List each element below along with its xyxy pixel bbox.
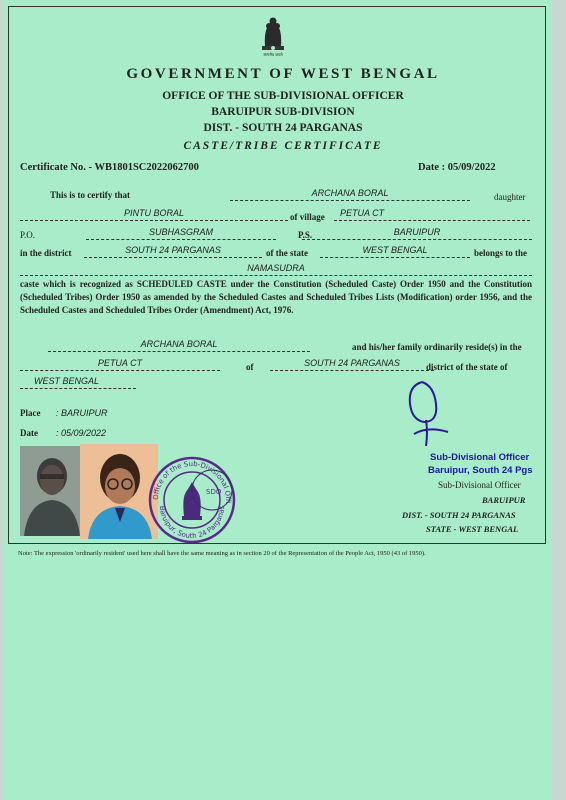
national-emblem-icon [258, 12, 288, 60]
belongs-label: belongs to the [474, 248, 528, 258]
village-label: of village [290, 212, 325, 222]
district-2-line [270, 370, 434, 371]
certificate-paragraph: caste which is recognized as SCHEDULED CASTE under the Constitution (Scheduled Caste) Order 1950 and the Constitution (Scheduled Tribes) Order 1950 as amended by the Scheduled Castes and Scheduled Tribes Lists (Modification) order 1956, and the Scheduled Castes and Scheduled Tribes Order (Amendment) Act, 1976. [20, 279, 532, 315]
caste-line [20, 275, 532, 276]
holder-name-2: ARCHANA BORAL [140, 339, 218, 349]
officer-title: Sub-Divisional Officer [438, 480, 521, 490]
seal-bottom-text: Baruipur, South 24 Parganas [157, 505, 227, 541]
subdivision-name: BARUIPUR SUB-DIVISION [211, 106, 355, 118]
state-2-line [20, 388, 136, 389]
seal-top-text: Office of the Sub-Divisional Offi [151, 459, 233, 504]
holder-name: ARCHANA BORAL [311, 188, 389, 198]
ps-value: BARUIPUR [393, 227, 441, 237]
po-line [86, 239, 276, 240]
place-label: Place [20, 408, 41, 418]
certificate-title: CASTE/TRIBE CERTIFICATE [183, 140, 383, 152]
office-name: OFFICE OF THE SUB-DIVISIONAL OFFICER [162, 90, 404, 102]
village-2-line [20, 370, 220, 371]
state-label: of the state [266, 248, 308, 258]
holder-name-line [230, 200, 470, 201]
footer-date-label: Date [20, 428, 38, 438]
officer-place: BARUIPUR [482, 495, 526, 505]
district-value-2: SOUTH 24 PARGANAS [304, 358, 400, 368]
village-value: PETUA CT [340, 208, 385, 218]
holder-name-2-line [48, 351, 310, 352]
district-line [84, 257, 262, 258]
emblem-motto: सत्यमेव जयते [263, 52, 283, 57]
po-value: SUBHASGRAM [148, 227, 213, 237]
sdo-stamp-line2: Baruipur, South 24 Pgs [428, 465, 533, 476]
officer-district: DIST. - SOUTH 24 PARGANAS [402, 510, 516, 520]
reside-label: and his/her family ordinarily reside(s) in the [352, 342, 522, 352]
footnote: Note: The expression 'ordinarily resident' used here shall have the same meaning as in section 20 of the Representation of the People Act, 1950 (43 of 1950). [18, 550, 426, 557]
place-value: : BARUIPUR [56, 408, 108, 418]
certificate-date: Date : 05/09/2022 [418, 162, 496, 173]
official-seal [146, 454, 238, 546]
ps-line [302, 239, 532, 240]
state-line [320, 257, 470, 258]
caste-value: NAMASUDRA [247, 263, 305, 273]
officer-photo [20, 446, 80, 536]
po-label: P.O. [20, 230, 36, 240]
certify-text: This is to certify that [50, 190, 130, 200]
district-label: in the district [20, 248, 72, 258]
relation-label: daughter [494, 192, 526, 202]
district-name: DIST. - SOUTH 24 PARGANAS [203, 122, 363, 134]
officer-signature [400, 376, 460, 450]
of-label: of [246, 362, 254, 372]
father-name-line [20, 220, 288, 221]
district-of-state-label: district of the state of [426, 362, 508, 372]
state-value-2: WEST BENGAL [34, 376, 100, 386]
sdo-stamp-line1: Sub-Divisional Officer [430, 452, 530, 463]
father-name: PINTU BORAL [123, 208, 184, 218]
officer-state: STATE - WEST BENGAL [426, 524, 519, 534]
certificate-number: Certificate No. - WB1801SC2022062700 [20, 162, 199, 173]
village-line [334, 220, 530, 221]
footer-date-value: : 05/09/2022 [56, 428, 107, 438]
district-value: SOUTH 24 PARGANAS [125, 245, 221, 255]
seal-sdo-text: SDO [206, 488, 222, 496]
state-value: WEST BENGAL [362, 245, 428, 255]
government-title: GOVERNMENT OF WEST BENGAL [126, 66, 440, 82]
village-value-2: PETUA CT [97, 358, 143, 368]
ps-label: P.S. [298, 230, 313, 240]
